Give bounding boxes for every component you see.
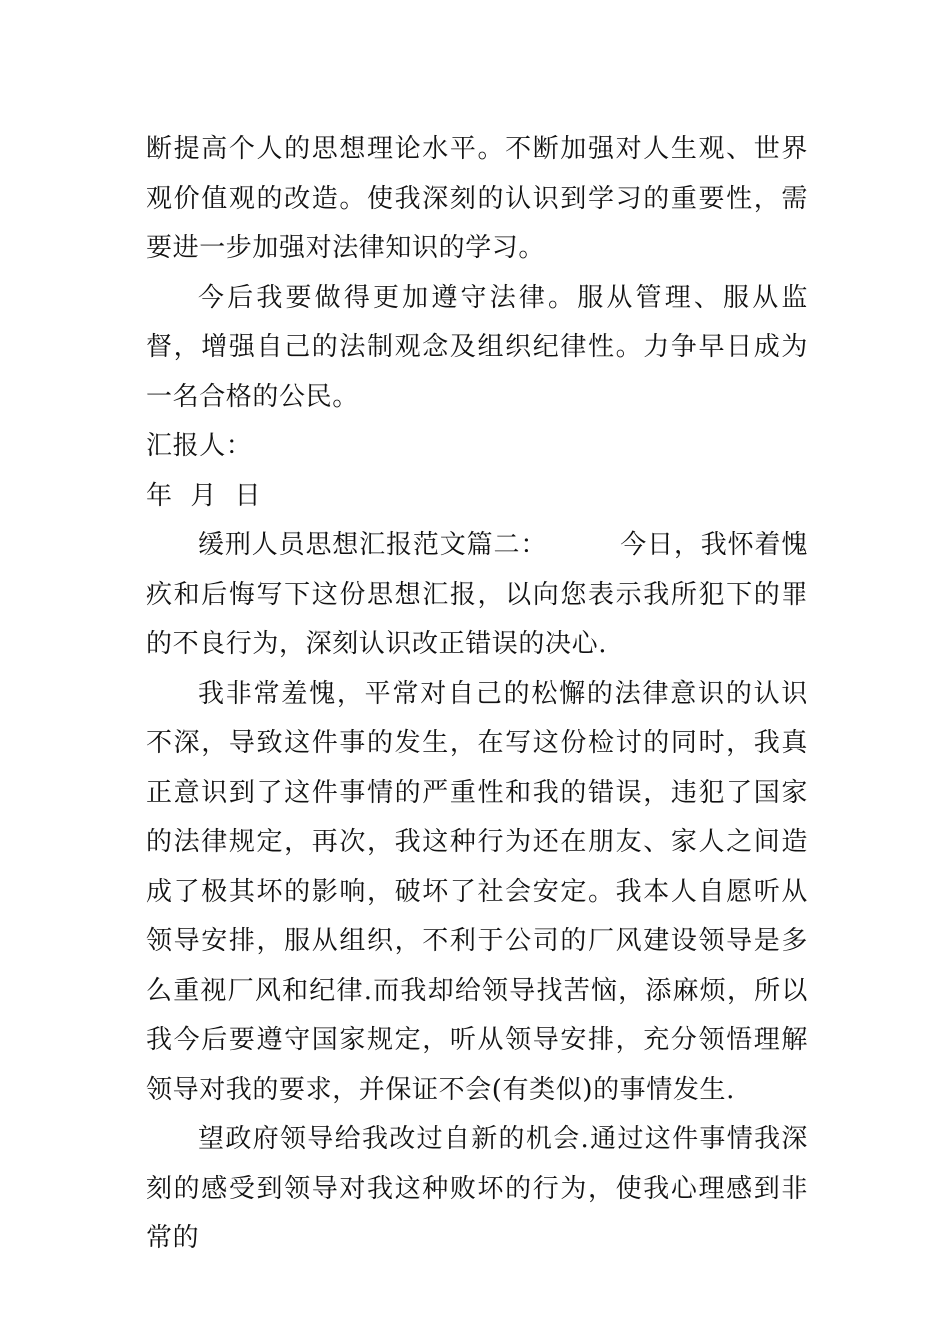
reporter-label: 汇报人： — [146, 431, 253, 461]
date-line: 年 月 日 — [146, 480, 262, 511]
paragraph-continuation: 断提高个人的思想理论水平。不断加强对人生观、世界观价值观的改造。使我深刻的认识到学习的重要性，需要进一步加强对法律知识的学习。 — [146, 134, 808, 263]
document-body — [146, 125, 808, 1264]
paragraph-sample-two-heading: 缓刑人员思想汇报范文篇二： 今日，我怀着愧疚和后悔写下这份思想汇报，以向您表示我所犯下的罪的不良行为，深刻认识改正错误的决心. — [146, 530, 808, 659]
paragraph-remorse: 我非常羞愧，平常对自己的松懈的法律意识的认识不深，导致这件事的发生，在写这份检讨的同时，我真正意识到了这件事情的严重性和我的错误，违犯了国家的法律规定，再次，我这种行为还在朋友、家人之间造成了极其坏的影响，破坏了社会安定。我本人自愿听从领导安排，服从组织，不利于公司的厂风建设领导是多么重视厂风和纪律.而我却给领导找苦恼，添麻烦，所以我今后要遵守国家规定，听从领导安排，充分领悟理解领导对我的要求，并保证不会(有类似)的事情发生. — [146, 678, 808, 1105]
paragraph-future-commitment: 今后我要做得更加遵守法律。服从管理、服从监督，增强自己的法制观念及组织纪律性。力争早日成为一名合格的公民。 — [146, 282, 808, 412]
paragraph-request: 望政府领导给我改过自新的机会.通过这件事情我深刻的感受到领导对我这种败坏的行为，使我心理感到非常的 — [146, 1124, 808, 1253]
